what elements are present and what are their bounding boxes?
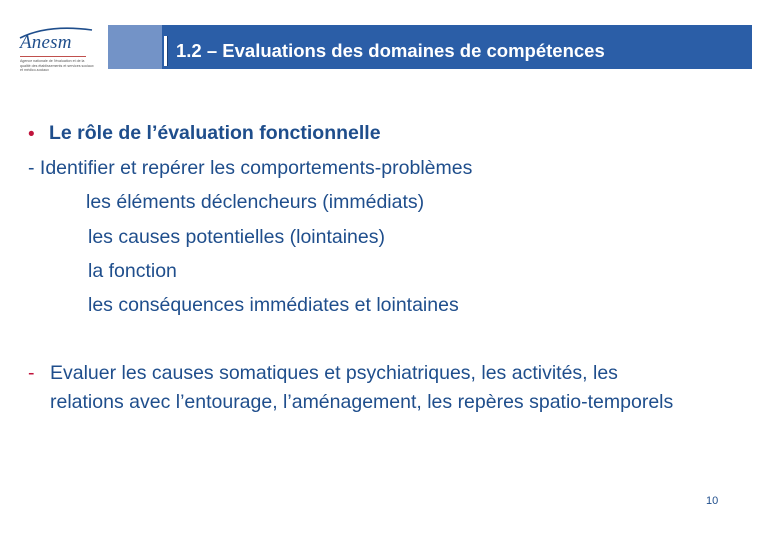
dash-marker: - [28,362,35,384]
paragraph-line: Evaluer les causes somatiques et psychiatriques, les activités, les [50,362,618,384]
anesm-logo [18,26,94,76]
list-item: les causes potentielles (lointaines) [88,226,385,248]
list-item: les éléments déclencheurs (immédiats) [86,191,425,213]
bullet-marker: • [28,124,35,145]
logo-tagline: Agence nationale de l'évaluation et de la qualité des établissements et services sociaux et médico-sociaux [20,59,94,73]
list-item: les conséquences immédiates et lointaines [88,294,459,316]
title-bar-accent [108,25,162,69]
page-number: 10 [706,495,719,507]
title-separator-shadow [167,36,168,66]
list-item: la fonction [88,260,177,282]
section-heading: Le rôle de l’évaluation fonctionnelle [49,122,381,144]
logo-rule [20,56,86,57]
slide-title: 1.2 – Evaluations des domaines de compétences [176,40,605,61]
list-item: - Identifier et repérer les comportements-problèmes [28,157,473,179]
logo-wordmark: Anesm [20,32,72,53]
paragraph-line: relations avec l’entourage, l’aménagement, les repères spatio-temporels [50,391,674,413]
